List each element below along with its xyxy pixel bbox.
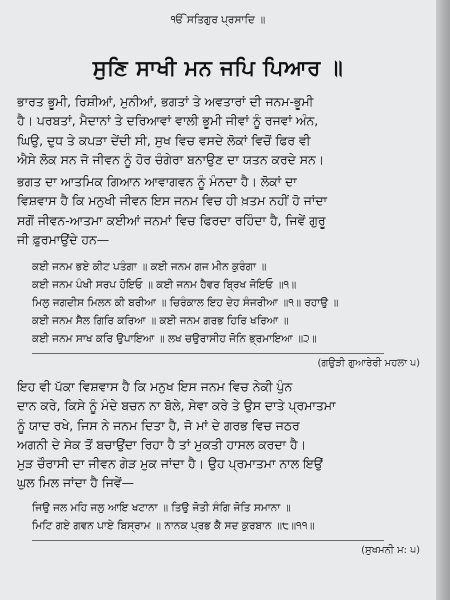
verse-divider [32,540,384,541]
paragraph-1 [17,92,429,169]
verse-line: ਮਿਲੁ ਜਗਦੀਸ ਮਿਲਨ ਕੀ ਬਰੀਆ ॥ ਚਿਰੰਕਾਲ ਇਹ ਦੇਹ ਸੰਜਰੀਆ ॥੧॥ ਰਹਾਉ ॥ [32,297,339,309]
chapter-title: ਸੁਣਿ ਸਾਖੀ ਮਨ ਜਪਿ ਪਿਆਰ ॥ [92,56,344,80]
paragraph-line: ਹੈ। ਪਰਬਤਾਂ, ਮੈਦਾਨਾਂ ਤੇ ਦਰਿਆਵਾਂ ਵਾਲੀ ਭੂਮੀ ਜੀਵਾਂ ਨੂੰ ਰਜਵਾਂ ਅੰਨ, [17,113,319,129]
verse-1-source: (ਗਉੜੀ ਗੁਆਰੇਰੀ ਮਹਲਾ ੫) [317,358,420,369]
verse-line: ਜਿਉ ਜਲ ਮਹਿ ਜਲੁ ਆਇ ਖਟਾਨਾ ॥ ਤਿਉ ਜੋਤੀ ਸੰਗਿ ਜੋਤਿ ਸਮਾਨਾ ॥ [32,502,291,514]
paragraph-3 [17,377,429,493]
verse-line: ਕਈ ਜਨਮ ਪੰਖੀ ਸਰਪ ਹੋਇਓ ॥ ਕਈ ਜਨਮ ਹੈਵਰ ਬ੍ਰਿਖ ਜੋਇਓ ॥੧॥ [32,279,297,291]
verse-line: ਮਿਟਿ ਗਏ ਗਵਨ ਪਾਏ ਬਿਸ੍ਰਾਮ ॥ ਨਾਨਕ ਪ੍ਰਭ ਕੈ ਸਦ ਕੁਰਬਾਨ ॥੮॥੧੧॥ [32,520,315,532]
paragraph-line: ਸਗੋਂ ਜੀਵਨ-ਆਤਮਾ ਕਈਆਂ ਜਨਮਾਂ ਵਿਚ ਫਿਰਦਾ ਰਹਿੰਦਾ ਹੈ, ਜਿਵੇਂ ਗੁਰੂ [17,212,326,228]
verse-line: ਕਈ ਜਨਮ ਸਾਖ ਕਰਿ ਉਪਾਇਆ ॥ ਲਖ ਚਉਰਾਸੀਹ ਜੋਨਿ ਭ੍ਰਮਾਇਆ ॥੨॥ [32,333,317,345]
paragraph-line: ਐਸੇ ਲੋਕ ਸਨ ਜੋ ਜੀਵਨ ਨੂੰ ਹੋਰ ਚੰਗੇਰਾ ਬਨਾਉਣ ਦਾ ਯਤਨ ਕਰਦੇ ਸਨ। [17,151,325,167]
verse-1 [32,258,430,348]
verse-2 [32,499,430,535]
invocation: ੴ ਸਤਿਗੁਰ ਪ੍ਰਸਾਦਿ ॥ [170,14,266,26]
paragraph-2 [17,172,429,249]
paragraph-line: ਮੁੜ ਚੌਰਾਸੀ ਦਾ ਜੀਵਨ ਗੇੜ ਮੁਕ ਜਾਂਦਾ ਹੈ। ਉਹ ਪ੍ਰਮਾਤਮਾ ਨਾਲ ਇਉਂ [17,456,323,472]
paragraph-line: ਭਾਰਤ ਭੂਮੀ, ਰਿਸ਼ੀਆਂ, ਮੁਨੀਆਂ, ਭਗਤਾਂ ਤੇ ਅਵਤਾਰਾਂ ਦੀ ਜਨਮ-ਭੂਮੀ [17,94,314,109]
paragraph-line: ਵਿਸ਼ਵਾਸ ਹੈ ਕਿ ਮਨੁਖੀ ਜੀਵਨ ਇਸ ਜਨਮ ਵਿਚ ਹੀ ਖ਼ਤਮ ਨਹੀਂ ਹੋ ਜਾਂਦਾ [17,193,328,209]
verse-2-source: (ਸੁਖਮਨੀ ਮ: ੫) [361,545,420,556]
paragraph-line: ਘਿਉ, ਦੁਧ ਤੇ ਕਪੜਾ ਦੇਂਦੀ ਸੀ, ਸੁਖ ਵਿਚ ਵਸਦੇ ਲੋਕਾਂ ਵਿਚੋਂ ਫਿਰ ਵੀ [17,132,311,148]
paragraph-line: ਦਾਨ ਕਰੇ, ਕਿਸੇ ਨੂੰ ਮੰਦੇ ਬਚਨ ਨਾ ਬੋਲੇ, ਸੇਵਾ ਕਰੇ ਤੇ ਉਸ ਦਾਤੇ ਪ੍ਰਮਾਤਮਾ [17,398,336,414]
verse-line: ਕਈ ਜਨਮ ਸੈਲ ਗਿਰਿ ਕਰਿਆ ॥ ਕਈ ਜਨਮ ਗਰਭ ਹਿਰਿ ਖਰਿਆ ॥ [32,315,289,327]
paragraph-line: ਭਗਤ ਦਾ ਆਤਮਿਕ ਗਿਆਨ ਆਵਾਗਵਨ ਨੂੰ ਮੰਨਦਾ ਹੈ। ਲੋਕਾਂ ਦਾ [17,174,297,189]
paragraph-line: ਅਗਨੀ ਦੇ ਸੇਕ ਤੋਂ ਬਚਾਉਂਦਾ ਰਿਹਾ ਹੈ ਤਾਂ ਮੁਕਤੀ ਹਾਸਲ ਕਰਦਾ ਹੈ। [17,436,306,452]
page-stack-edge [436,0,450,600]
paragraph-line: ਜੀ ਫ਼ੁਰਮਾਉਂਦੇ ਹਨ— [17,231,110,247]
paragraph-line: ਨੂੰ ਯਾਦ ਰਖੇ, ਜਿਸ ਨੇ ਜਨਮ ਦਿਤਾ ਹੈ, ਜੋ ਮਾਂ ਦੇ ਗਰਭ ਵਿਚ ਜਠਰ [17,417,300,433]
verse-line: ਕਈ ਜਨਮ ਭਏ ਕੀਟ ਪਤੰਗਾ ॥ ਕਈ ਜਨਮ ਗਜ ਮੀਨ ਕੁਰੰਗਾ ॥ [32,261,267,273]
paragraph-line: ਇਹ ਵੀ ਪੱਕਾ ਵਿਸ਼ਵਾਸ ਹੈ ਕਿ ਮਨੁਖ ਇਸ ਜਨਮ ਵਿਚ ਨੇਕੀ ਪੁੰਨ [17,379,293,394]
verse-divider [32,353,384,354]
paragraph-line: ਘੁਲ ਮਿਲ ਜਾਂਦਾ ਹੈ ਜਿਵੇਂ— [17,475,135,491]
